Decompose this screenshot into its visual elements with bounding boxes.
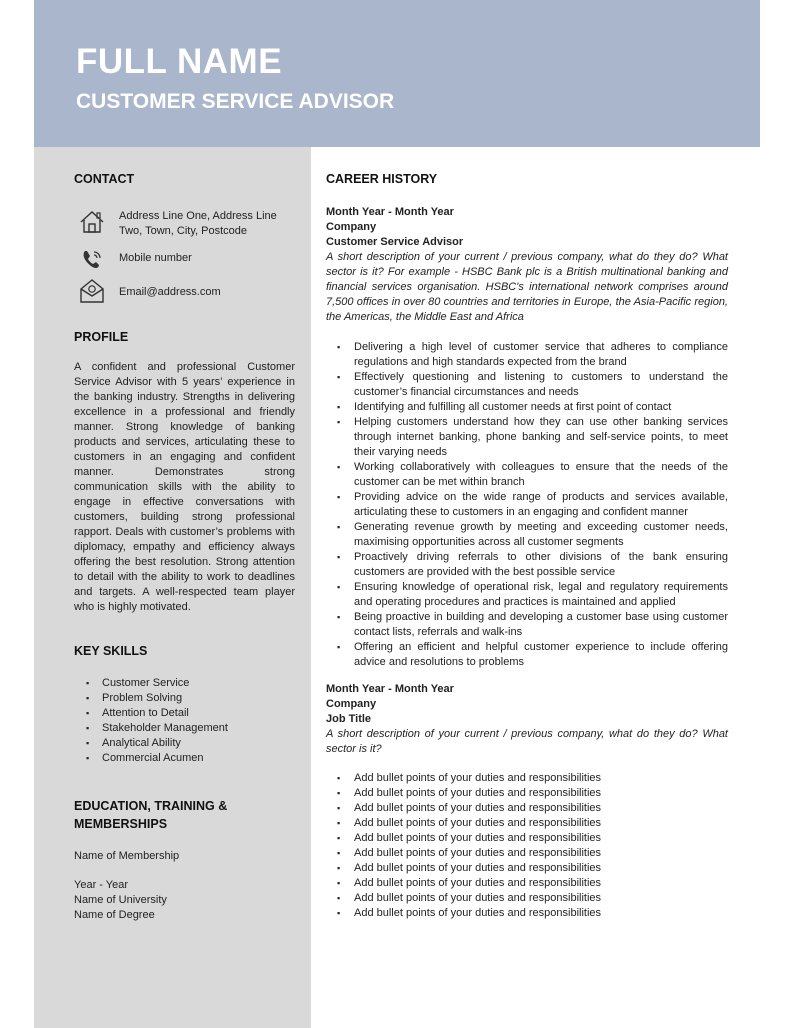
- contact-title: CONTACT: [74, 172, 135, 186]
- duty-item: ▪ Being proactive in building and developing a customer base using customer contact lists, referrals and walk-ins: [326, 610, 728, 640]
- duty-item: ▪ Add bullet points of your duties and responsibilities: [326, 816, 728, 831]
- duty-item: ▪ Proactively driving referrals to other divisions of the bank ensuring customers are provided with the best possible service: [326, 550, 728, 580]
- duty-item: ▪ Identifying and fulfilling all customer needs at first point of contact: [326, 400, 728, 415]
- mobile-number: Mobile number: [119, 252, 192, 264]
- duty-item: ▪ Working collaboratively with colleagues to ensure that the needs of the customer can be met within branch: [326, 460, 728, 490]
- contact-mobile: [79, 247, 192, 273]
- job-2-duties: [326, 771, 728, 921]
- job-1-duties: [326, 340, 728, 670]
- duty-item: ▪ Offering an efficient and helpful customer experience to include offering advice and resolutions to problems: [326, 640, 728, 670]
- duty-item: ▪ Generating revenue growth by meeting and exceeding customer needs, maximising opportunities across all customer segments: [326, 520, 728, 550]
- duty-item: ▪ Add bullet points of your duties and responsibilities: [326, 906, 728, 921]
- contact-address: [79, 209, 277, 237]
- resume-page: [34, 0, 760, 1028]
- duty-item: ▪ Add bullet points of your duties and responsibilities: [326, 801, 728, 816]
- skill-item: ▪ Stakeholder Management: [86, 721, 228, 736]
- skill-item: ▪ Analytical Ability: [86, 736, 228, 751]
- education-title-line-1: EDUCATION, TRAINING &: [74, 799, 228, 813]
- university-name: Name of University: [74, 894, 167, 906]
- duty-item: ▪ Effectively questioning and listening to customers to understand the customer’s financial circumstances and needs: [326, 370, 728, 400]
- profile-title: PROFILE: [74, 330, 129, 344]
- job-title: Job Title: [326, 713, 372, 725]
- skill-item: ▪ Commercial Acumen: [86, 751, 228, 766]
- duty-item: ▪ Delivering a high level of customer service that adheres to compliance regulations and high standards expected from the brand: [326, 340, 728, 370]
- duty-item: ▪ Providing advice on the wide range of products and services available, articulating these to customers in an engaging and confident manner: [326, 490, 728, 520]
- job-description: A short description of your current / previous company, what do they do? What sector is it? For example - HSBC Bank plc is a British multinational banking and financial services organisation. HSBC's international network comprises around 7,500 offices in over 80 countries and territories in Europe, the Asia-Pacific region, the Americas, the Middle East and Africa: [326, 251, 728, 323]
- profile-text: A confident and professional Customer Service Advisor with 5 years’ experience in the banking industry. Strengths in delivering excellence in a professional and friendly manner. Strong knowledge of banking products and services, articulating these to customers in an engaging and confident manner. Demonstrates strong communication skills with the ability to engage in effective conversations with customers, building strong professional rapport. Deals with customer’s problems with diplomacy, empathy and efficiency always offering the best resolution. Strong attention to detail with the ability to work to deadlines and targets. A well-respected team player who is highly motivated.: [74, 361, 295, 613]
- job-entry-1: [326, 205, 728, 325]
- duty-item: ▪ Ensuring knowledge of operational risk, legal and regulatory requirements and operating procedures and practices is maintained and applied: [326, 580, 728, 610]
- full-name: FULL NAME: [76, 42, 283, 81]
- skills-list: [86, 676, 228, 766]
- duty-item: ▪ Add bullet points of your duties and responsibilities: [326, 831, 728, 846]
- skill-item: ▪ Attention to Detail: [86, 706, 228, 721]
- job-company: Company: [326, 698, 377, 710]
- duty-item: ▪ Add bullet points of your duties and responsibilities: [326, 876, 728, 891]
- duty-item: ▪ Add bullet points of your duties and responsibilities: [326, 846, 728, 861]
- job-title: Customer Service Advisor: [326, 236, 464, 248]
- job-description: A short description of your current / previous company, what do they do? What sector is it?: [326, 728, 728, 755]
- address-line-2: Two, Town, City, Postcode: [119, 225, 247, 237]
- sidebar: [34, 147, 311, 1028]
- email-icon: [79, 278, 105, 304]
- job-company: Company: [326, 221, 377, 233]
- duty-item: ▪ Add bullet points of your duties and responsibilities: [326, 786, 728, 801]
- contact-email: [79, 278, 221, 304]
- degree-name: Name of Degree: [74, 909, 155, 921]
- skills-title: KEY SKILLS: [74, 644, 148, 658]
- education-title-line-2: MEMBERSHIPS: [74, 817, 168, 831]
- duty-item: ▪ Helping customers understand how they can use other banking services through internet banking, phone banking and self-service points, to meet their varying needs: [326, 415, 728, 460]
- address-line-1: Address Line One, Address Line: [119, 210, 277, 222]
- duty-item: ▪ Add bullet points of your duties and responsibilities: [326, 771, 728, 786]
- job-dates: Month Year - Month Year: [326, 683, 454, 695]
- career-history-title: CAREER HISTORY: [326, 172, 438, 186]
- email-address: Email@address.com: [119, 286, 221, 298]
- duty-item: ▪ Add bullet points of your duties and responsibilities: [326, 861, 728, 876]
- job-role: CUSTOMER SERVICE ADVISOR: [76, 90, 395, 113]
- job-entry-2: [326, 682, 728, 757]
- membership-name: Name of Membership: [74, 850, 180, 862]
- duty-item: ▪ Add bullet points of your duties and responsibilities: [326, 891, 728, 906]
- phone-icon: [79, 247, 105, 273]
- education-years: Year - Year: [74, 879, 129, 891]
- job-dates: Month Year - Month Year: [326, 206, 454, 218]
- education-title: [74, 797, 227, 833]
- skill-item: ▪ Customer Service: [86, 676, 228, 691]
- home-icon: [79, 209, 105, 235]
- skill-item: ▪ Problem Solving: [86, 691, 228, 706]
- resume-header: [34, 0, 760, 147]
